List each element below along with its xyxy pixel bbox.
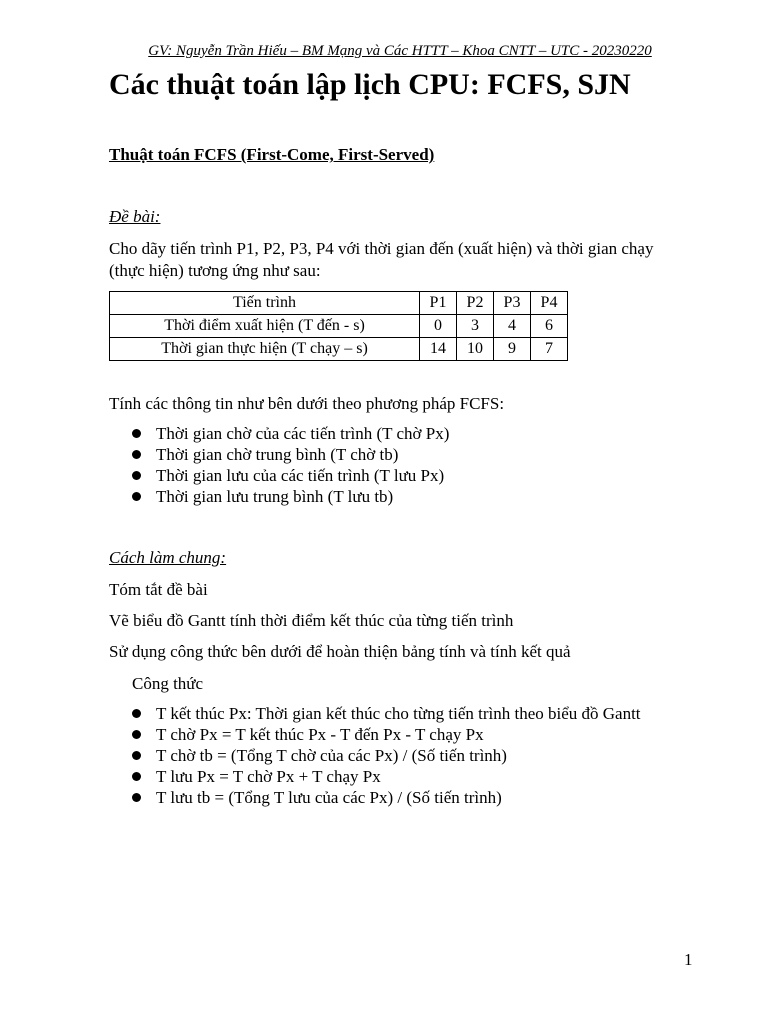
table-cell: 4 — [494, 315, 531, 338]
bullet-icon — [132, 450, 141, 459]
table-cell: P1 — [420, 292, 457, 315]
table-header-row — [110, 292, 568, 315]
table-cell: Thời gian thực hiện (T chạy – s) — [110, 338, 420, 361]
method-step-2: Vẽ biểu đồ Gantt tính thời điểm kết thúc của từng tiến trình — [109, 611, 514, 630]
task-list — [109, 423, 449, 507]
table-cell: 10 — [457, 338, 494, 361]
task-text: Tính các thông tin như bên dưới theo phương pháp FCFS: — [109, 394, 505, 413]
table-cell: P4 — [531, 292, 568, 315]
bullet-icon — [132, 709, 141, 718]
list-item: T lưu Px = T chờ Px + T chạy Px — [109, 766, 641, 787]
table-cell: 6 — [531, 315, 568, 338]
table-cell: 3 — [457, 315, 494, 338]
page-title: Các thuật toán lập lịch CPU: FCFS, SJN — [109, 68, 631, 101]
table-cell: P2 — [457, 292, 494, 315]
page-number: 1 — [684, 950, 693, 969]
bullet-icon — [132, 492, 141, 501]
problem-intro-line1: Cho dãy tiến trình P1, P2, P3, P4 với thời gian đến (xuất hiện) và thời gian chạy — [109, 239, 654, 258]
table-cell: 7 — [531, 338, 568, 361]
method-step-1: Tóm tắt đề bài — [109, 580, 208, 599]
list-item: T kết thúc Px: Thời gian kết thúc cho từng tiến trình theo biểu đồ Gantt — [109, 703, 641, 724]
table-cell: Tiến trình — [110, 292, 420, 315]
bullet-icon — [132, 793, 141, 802]
table-row — [110, 315, 568, 338]
list-item: Thời gian chờ trung bình (T chờ tb) — [109, 444, 449, 465]
formula-list — [109, 703, 641, 808]
list-item: Thời gian lưu của các tiến trình (T lưu Px) — [109, 465, 449, 486]
list-item: T chờ Px = T kết thúc Px - T đến Px - T chạy Px — [109, 724, 641, 745]
section-heading: Thuật toán FCFS (First-Come, First-Served) — [109, 145, 435, 164]
problem-intro-line2: (thực hiện) tương ứng như sau: — [109, 261, 321, 280]
list-item: T lưu tb = (Tổng T lưu của các Px) / (Số tiến trình) — [109, 787, 641, 808]
table-cell: Thời điểm xuất hiện (T đến - s) — [110, 315, 420, 338]
process-table — [109, 291, 568, 361]
list-item: Thời gian chờ của các tiến trình (T chờ Px) — [109, 423, 449, 444]
problem-heading: Đề bài: — [109, 207, 161, 226]
table-cell: 0 — [420, 315, 457, 338]
list-item: Thời gian lưu trung bình (T lưu tb) — [109, 486, 449, 507]
bullet-icon — [132, 471, 141, 480]
table-cell: 14 — [420, 338, 457, 361]
bullet-icon — [132, 772, 141, 781]
table-row — [110, 338, 568, 361]
formula-label: Công thức — [132, 674, 204, 693]
list-item: T chờ tb = (Tổng T chờ của các Px) / (Số tiến trình) — [109, 745, 641, 766]
method-step-3: Sử dụng công thức bên dưới để hoàn thiện bảng tính và tính kết quả — [109, 642, 571, 661]
page-header: GV: Nguyễn Trần Hiếu – BM Mạng và Các HTTT – Khoa CNTT – UTC - 20230220 — [148, 43, 652, 59]
method-heading: Cách làm chung: — [109, 548, 227, 567]
table-cell: 9 — [494, 338, 531, 361]
table-cell: P3 — [494, 292, 531, 315]
bullet-icon — [132, 429, 141, 438]
bullet-icon — [132, 730, 141, 739]
bullet-icon — [132, 751, 141, 760]
